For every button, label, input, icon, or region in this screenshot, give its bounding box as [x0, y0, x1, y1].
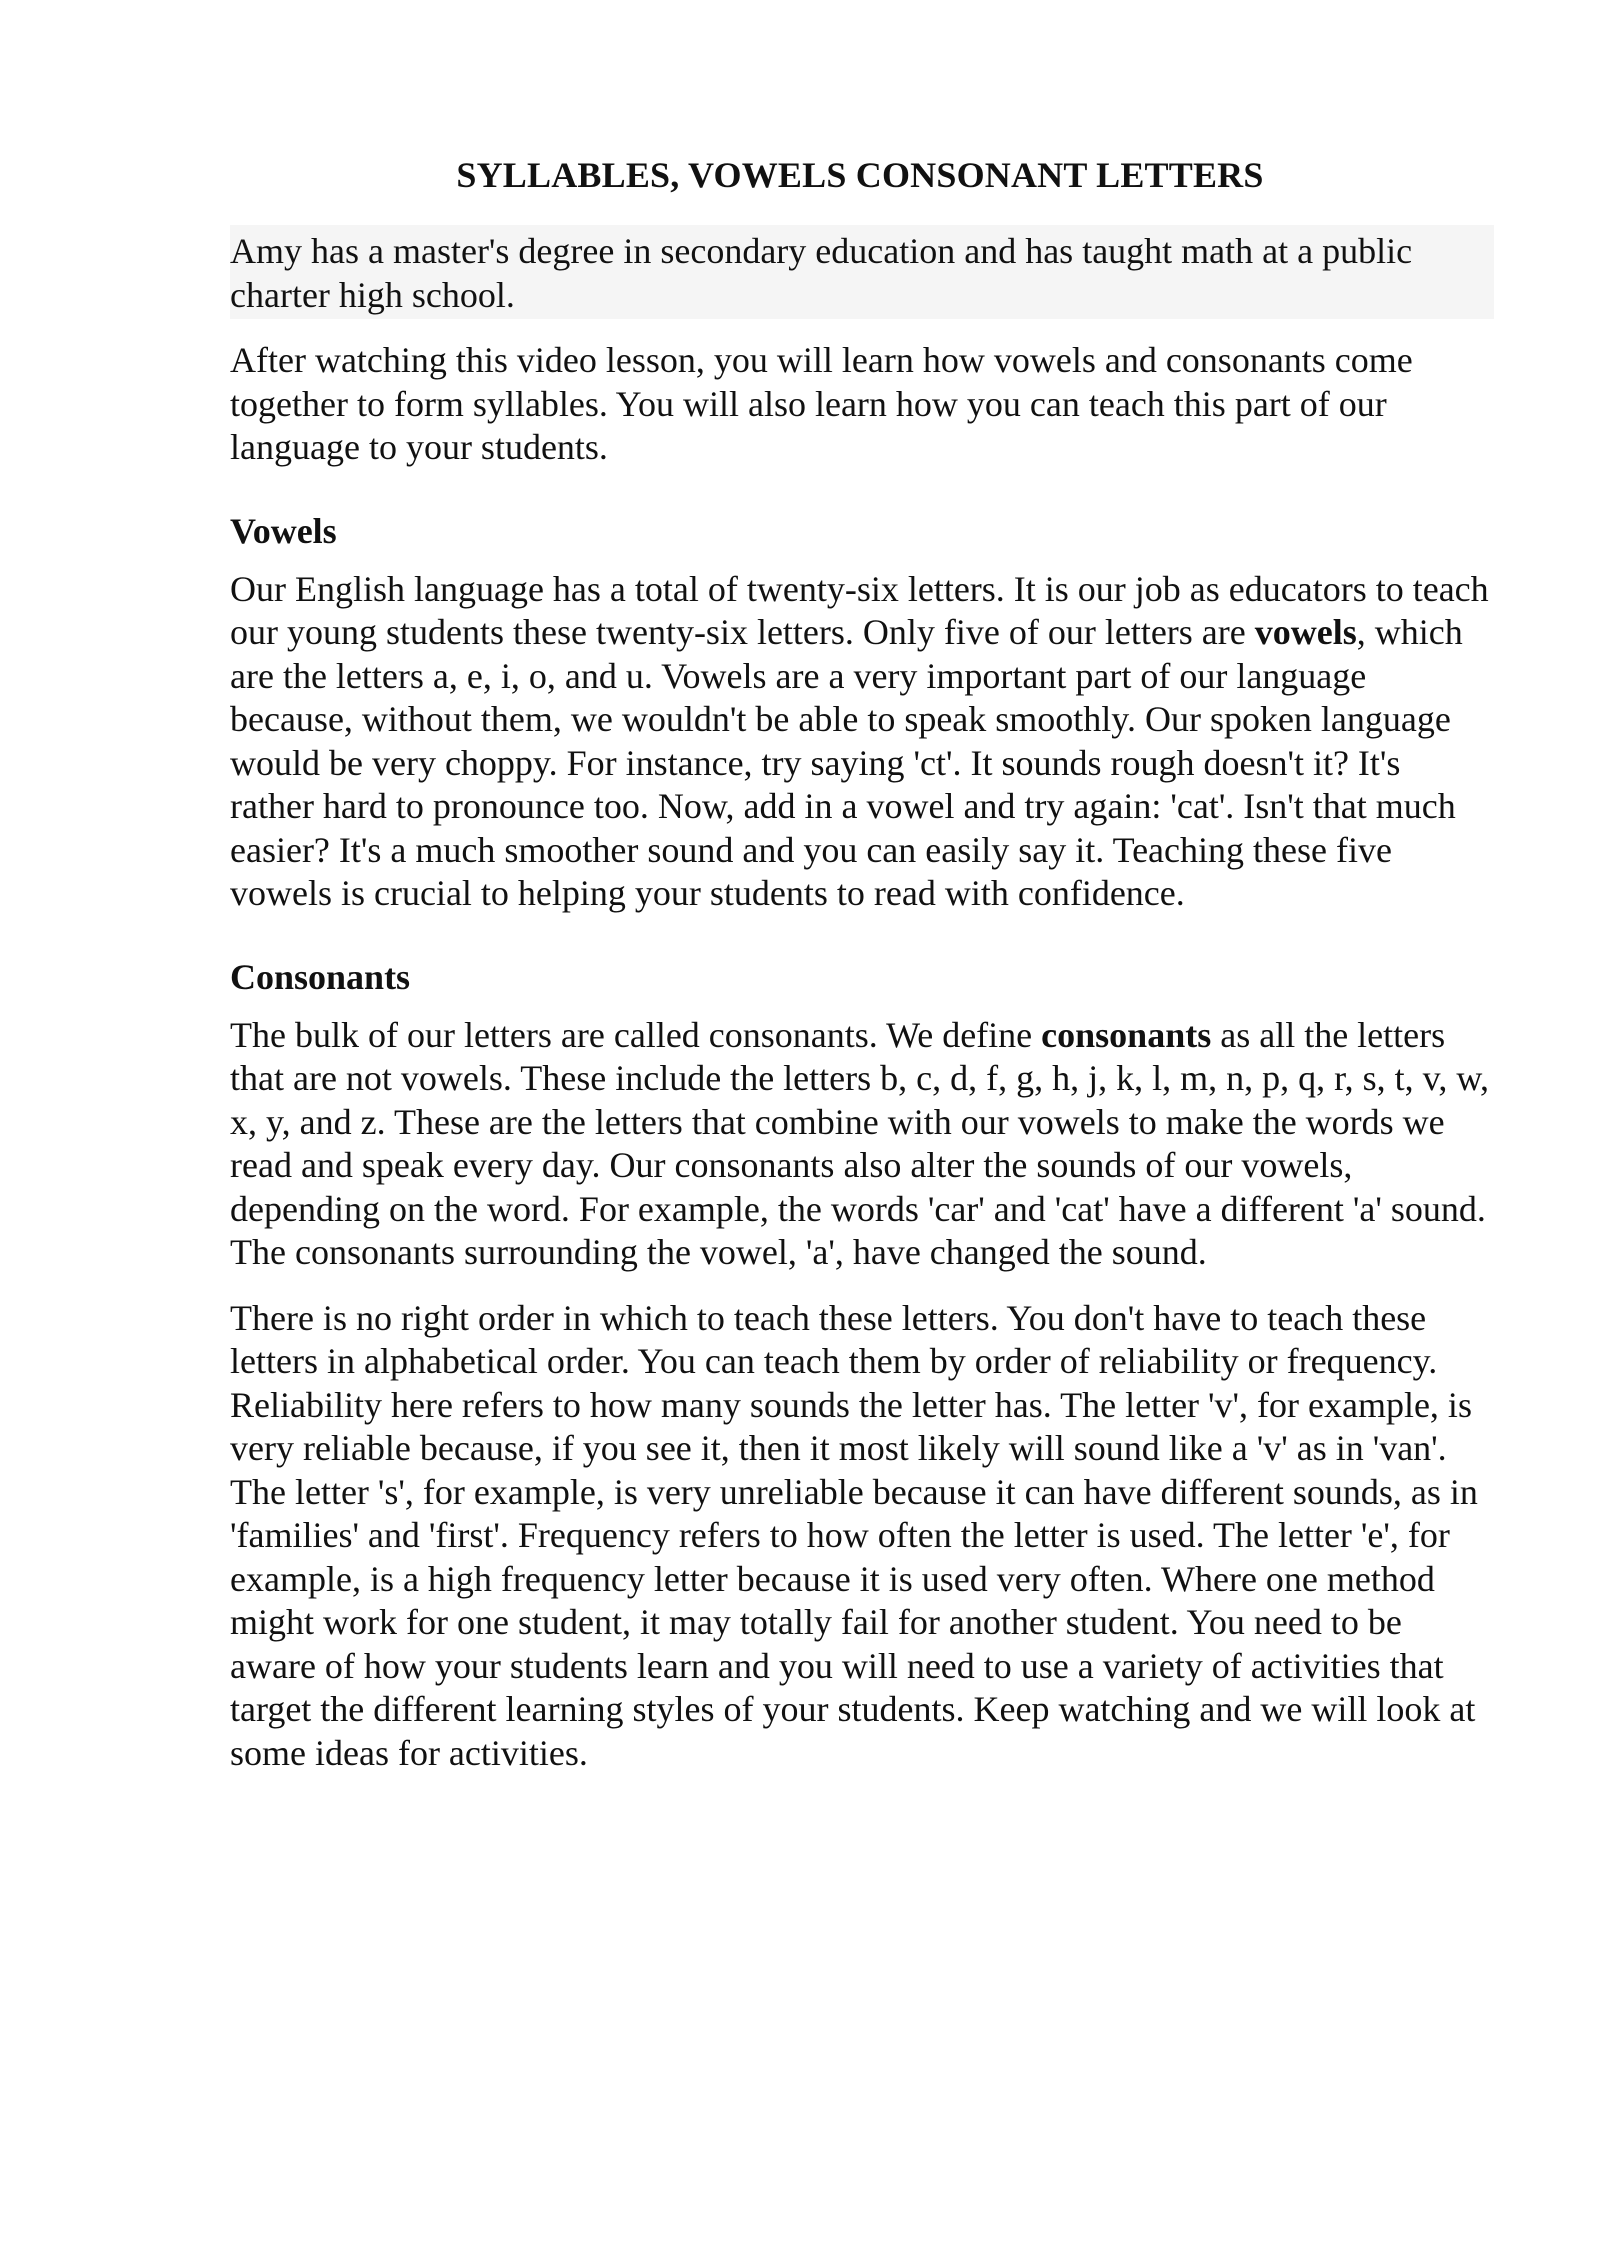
author-intro: Amy has a master's degree in secondary education and has taught math at a public charter high school. — [230, 225, 1494, 319]
consonants-term: consonants — [1041, 1014, 1212, 1055]
vowels-paragraph — [230, 568, 1490, 916]
vowels-text-part-1: Our English language has a total of twenty-six letters. It is our job as educators to teach our young students these twenty-six letters. Only five of our letters are — [230, 568, 1489, 652]
consonants-text-part-2: as all the letters that are not vowels. These include the letters b, c, d, f, g, h, j, k, l, m, n, p, q, r, s, t, v, w, x, y, and z. These are the letters that combine with our vowels to make the words we read and speak every day. Our consonants also alter the sounds of our vowels, depending on the word. For example, the words 'car' and 'cat' have a different 'a' sound. The consonants surrounding the vowel, 'a', have changed the sound. — [230, 1014, 1489, 1272]
lesson-overview: After watching this video lesson, you will learn how vowels and consonants come together to form syllables. You will also learn how you can teach this part of our language to your students. — [230, 340, 1413, 467]
document-title: SYLLABLES, VOWELS CONSONANT LETTERS — [456, 155, 1264, 195]
document-body — [230, 225, 1490, 1775]
section-heading-consonants: Consonants — [230, 956, 411, 997]
section-heading-vowels: Vowels — [230, 510, 337, 551]
vowels-term: vowels — [1254, 612, 1357, 652]
consonants-paragraph-1 — [230, 1014, 1490, 1275]
vowels-text-part-2: , which are the letters a, e, i, o, and u. Vowels are a very important part of our language because, without them, we wouldn't be able to speak smoothly. Our spoken language would be very choppy. For instance, try saying 'ct'. It sounds rough doesn't it? It's rather hard to pronounce too. Now, add in a vowel and try again: 'cat'. Isn't that much easier? It's a much smoother sound and you can easily say it. Teaching these five vowels is crucial to helping your students to read with confidence. — [230, 612, 1463, 913]
consonants-paragraph-2: There is no right order in which to teach these letters. You don't have to teach these letters in alphabetical order. You can teach them by order of reliability or frequency. Reliability here refers to how many sounds the letter has. The letter 'v', for example, is very reliable because, if you see it, then it most likely will sound like a 'v' as in 'van'. The letter 's', for example, is very unreliable because it can have different sounds, as in 'families' and 'first'. Frequency refers to how often the letter is used. The letter 'e', for example, is a high frequency letter because it is used very often. Where one method might work for one student, it may totally fail for another student. You need to be aware of how your students learn and you will need to use a variety of activities that target the different learning styles of your students. Keep watching and we will look at some ideas for activities. — [230, 1297, 1478, 1773]
consonants-text-part-1: The bulk of our letters are called consonants. We define — [230, 1014, 1042, 1055]
